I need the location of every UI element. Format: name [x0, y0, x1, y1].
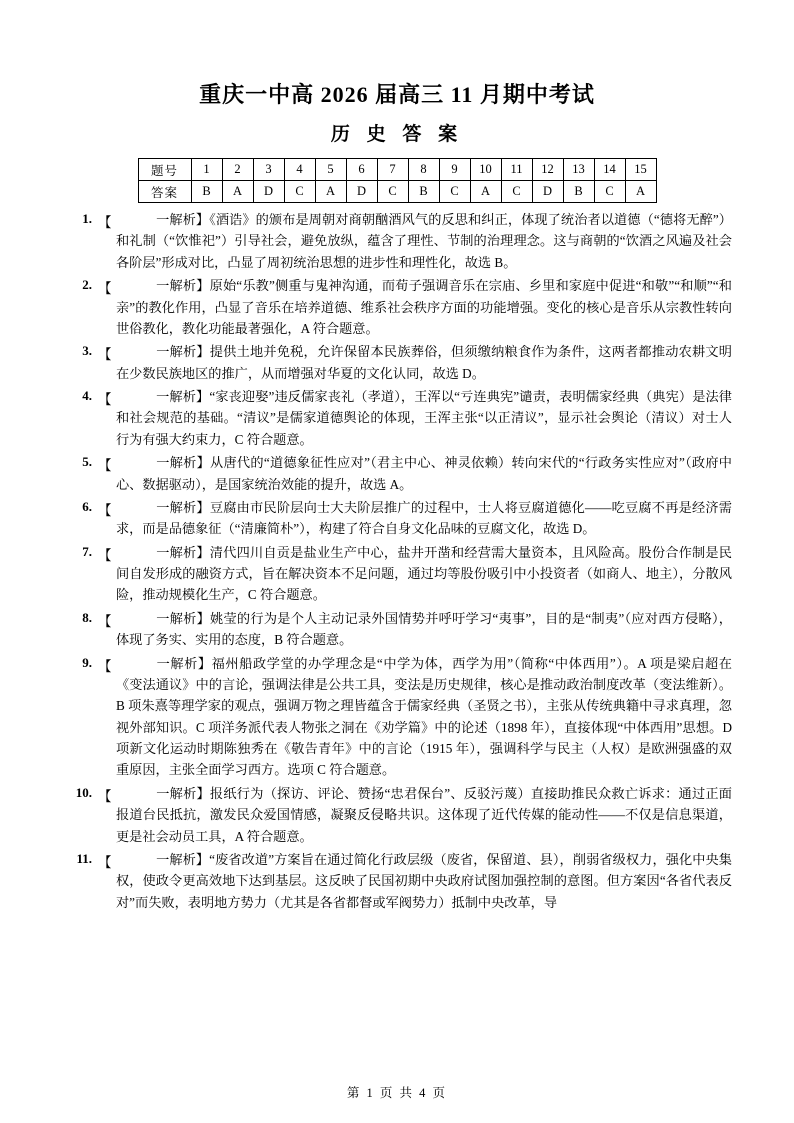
- item-text-content: 一解析】“废省改道”方案旨在通过简化行政层级（废省，保留道、县），削弱省级权力，强化中央集权，使政令更高效地下达到基层。这反映了民国初期中央政府试图加强控制的意图。但方案因“各省代表反对”而失败，表明地方势力（尤其是各省都督或军阀势力）抵制中央改革，导: [116, 851, 732, 910]
- list-item: [62, 542, 732, 606]
- item-number: 4.: [82, 388, 92, 403]
- table-cell: C: [377, 181, 408, 203]
- page-title: 重庆一中高 2026 届高三 11 月期中考试: [199, 82, 595, 107]
- page-subtitle: 历 史 答 案: [330, 124, 464, 145]
- row-header-question: 题号: [138, 159, 191, 181]
- list-item: [62, 608, 732, 651]
- table-cell: 13: [563, 159, 594, 181]
- item-text-content: 一解析】报纸行为（探访、评论、赞扬“忠君保台”、反驳污蔑）直接助推民众救亡诉求：通过正面报道台民抵抗，激发民众爱国情感，凝聚反侵略共识。这体现了近代传媒的能动性——不仅是信息渠道，更是社会动员工具，A 符合题意。: [116, 785, 732, 844]
- item-number: 2.: [82, 277, 92, 293]
- list-item: [62, 783, 732, 847]
- item-text-content: 一解析】《酒诰》的颁布是周朝对商朝酗酒风气的反思和纠正，体现了统治者以道德（“德将无醉”）和礼制（“饮惟祀”）引导社会，避免放纵，蕴含了理性、节制的治理理念。这与商朝的“饮酒之风遍及社会各阶层”形成对比，凸显了周初统治思想的进步性和理性化，故选 B。: [116, 212, 732, 270]
- table-cell: 15: [625, 159, 656, 181]
- table-cell: B: [408, 181, 439, 203]
- list-item: [62, 497, 732, 540]
- list-item: [62, 386, 732, 450]
- item-text-content: 一解析】提供土地并免税，允许保留本民族葬俗，但须缴纳粮食作为条件，这两者都推动农耕文明在少数民族地区的推广，从而增强对华夏的文化认同，故选 D。: [116, 344, 732, 381]
- item-bracket: 【: [98, 502, 112, 518]
- table-cell: 10: [470, 159, 501, 181]
- list-item: [62, 849, 732, 913]
- list-item: [62, 275, 732, 339]
- table-cell: 7: [377, 159, 408, 181]
- item-text: [116, 341, 732, 384]
- item-text: [116, 653, 732, 781]
- table-cell: 3: [253, 159, 284, 181]
- table-cell: 12: [532, 159, 563, 181]
- item-number: 10.: [75, 784, 92, 800]
- item-bracket: 【: [98, 215, 112, 230]
- explanation-list: [62, 209, 732, 913]
- item-number: 8.: [82, 609, 92, 625]
- item-bracket: 【: [98, 613, 112, 629]
- item-text: [116, 783, 732, 847]
- table-cell: C: [501, 181, 532, 203]
- table-cell: 14: [594, 159, 625, 181]
- item-text-content: 一解析】姚莹的行为是个人主动记录外国情势并呼吁学习“夷事”，目的是“制夷”（应对西方侵略），体现了务实、实用的态度，B 符合题意。: [116, 610, 732, 648]
- table-cell: D: [253, 181, 284, 203]
- item-number: 5.: [82, 454, 92, 470]
- item-number: 3.: [82, 343, 92, 359]
- list-item: [62, 209, 732, 273]
- table-cell: C: [284, 181, 315, 203]
- item-text: [116, 497, 732, 540]
- list-item: [62, 452, 732, 495]
- table-cell: A: [222, 181, 253, 203]
- item-number: 11.: [76, 850, 92, 866]
- table-cell: 6: [346, 159, 377, 181]
- item-bracket: 【: [98, 788, 112, 804]
- table-cell: C: [594, 181, 625, 203]
- item-text: [116, 849, 732, 913]
- item-bracket: 【: [98, 658, 112, 674]
- table-cell: A: [625, 181, 656, 203]
- item-text: [116, 386, 732, 450]
- table-row-question-numbers: [138, 159, 656, 181]
- table-cell: 1: [191, 159, 222, 181]
- item-text-content: 一解析】福州船政学堂的办学理念是“中学为体，西学为用”（简称“中体西用”）。A 项是梁启超在《变法通议》中的言论，强调法律是公共工具，变法是历史规律，核心是推动政治制度改革（变法维新）。B 项朱熹等理学家的观点，强调万物之理皆蕴含于儒家经典（圣贤之书），主张从传统典籍中寻求真理，忽视外部知识。C 项洋务派代表人物张之洞在《劝学篇》中的论述（1898 年），直接体现“中体西用”思想。D 项新文化运动时期陈独秀在《敬告青年》中的言论（1915 年），强调科学与民主（人权）是欧洲强盛的双重原因，主张全面学习西方。选项 C 符合题意。: [116, 655, 732, 778]
- item-text: [116, 452, 732, 495]
- table-cell: 9: [439, 159, 470, 181]
- table-cell: A: [470, 181, 501, 203]
- item-text-content: 一解析】原始“乐教”侧重与鬼神沟通，而荀子强调音乐在宗庙、乡里和家庭中促进“和敬”“和顺”“和亲”的教化作用，凸显了音乐在培养道德、维系社会秩序方面的功能增强。变化的核心是音乐从宗教性转向世俗教化，教化功能最著强化，A 符合题意。: [116, 278, 732, 336]
- item-text: [116, 209, 732, 273]
- row-header-answer: 答案: [138, 181, 191, 203]
- table-cell: 4: [284, 159, 315, 181]
- item-text: [116, 608, 732, 651]
- item-bracket: 【: [98, 458, 112, 474]
- table-cell: 2: [222, 159, 253, 181]
- list-item: [62, 653, 732, 781]
- table-cell: B: [563, 181, 594, 203]
- item-text-content: 一解析】清代四川自贡是盐业生产中心，盐井开凿和经营需大量资本，且风险高。股份合作制是民间自发形成的融资方式，旨在解决资本不足问题，通过均等股份吸引中小投资者（如商人、地主），分散风险，推动规模化生产，C 符合题意。: [116, 544, 732, 603]
- table-cell: B: [191, 181, 222, 203]
- item-bracket: 【: [98, 854, 112, 870]
- item-bracket: 【: [98, 392, 112, 407]
- table-cell: 11: [501, 159, 532, 181]
- item-text-content: 一解析】“家丧迎娶”违反儒家丧礼（孝道），王浑以“亏连典宪”谴责，表明儒家经典（典宪）是法律和社会规范的基础。“清议”是儒家道德舆论的体现，王浑主张“以正清议”，显示社会舆论（清议）对士人行为有强大约束力，C 符合题意。: [116, 389, 732, 447]
- item-number: 6.: [82, 498, 92, 514]
- table-cell: A: [315, 181, 346, 203]
- table-cell: 5: [315, 159, 346, 181]
- table-cell: D: [532, 181, 563, 203]
- table-row-answers: [138, 181, 656, 203]
- table-cell: C: [439, 181, 470, 203]
- item-text-content: 一解析】从唐代的“道德象征性应对”（君主中心、神灵依赖）转向宋代的“行政务实性应对”（政府中心、数据驱动），是国家统治效能的提升，故选 A。: [116, 455, 732, 492]
- answer-key-table: [138, 158, 657, 203]
- item-bracket: 【: [98, 547, 112, 563]
- item-text: [116, 275, 732, 339]
- item-text-content: 一解析】豆腐由市民阶层向士大夫阶层推广的过程中，士人将豆腐道德化——吃豆腐不再是经济需求，而是品德象征（“清廉简朴”），构建了符合自身文化品味的豆腐文化，故选 D。: [116, 499, 732, 537]
- page-footer: 第 1 页 共 4 页: [346, 1086, 448, 1100]
- list-item: [62, 341, 732, 384]
- item-number: 7.: [82, 543, 92, 559]
- table-cell: 8: [408, 159, 439, 181]
- item-bracket: 【: [98, 281, 112, 297]
- item-number: 1.: [82, 211, 92, 226]
- table-cell: D: [346, 181, 377, 203]
- item-text: [116, 542, 732, 606]
- item-number: 9.: [82, 654, 92, 670]
- item-bracket: 【: [98, 347, 112, 363]
